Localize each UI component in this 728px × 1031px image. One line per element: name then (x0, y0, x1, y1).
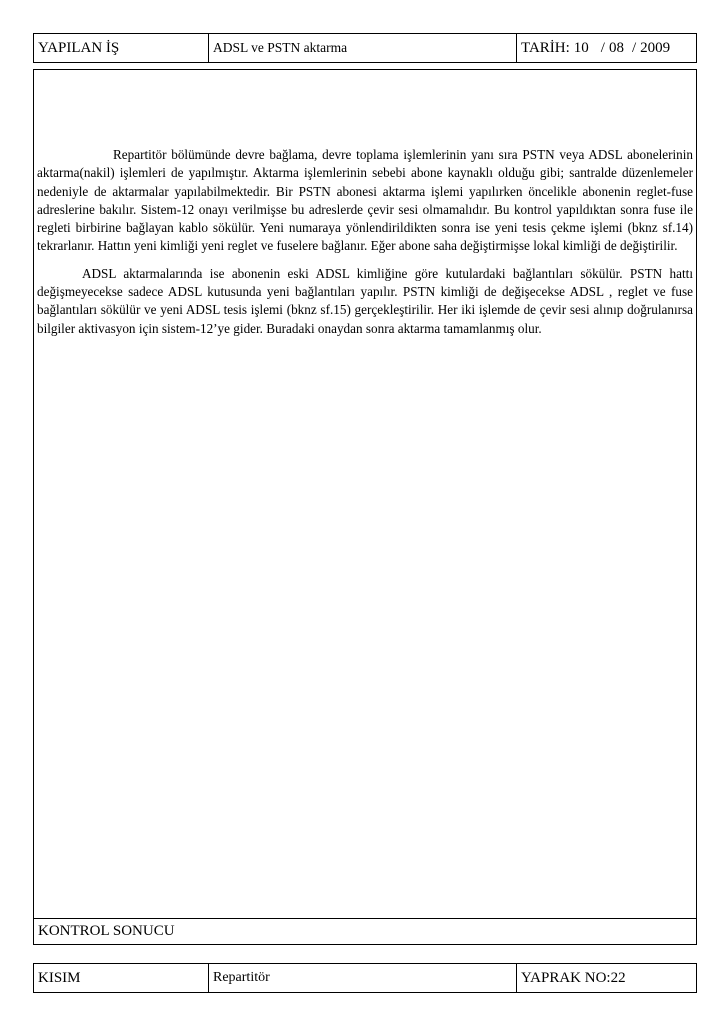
date-label: TARİH: (521, 39, 570, 56)
date-day: 10 (573, 39, 589, 56)
body-paragraph: Repartitör bölümünde devre bağlama, devre toplama işlemlerinin yanı sıra PSTN veya ADSL abonelerinin aktarma(nakil) işlemleri de yapılmıştır. Aktarma işlemlerinin sebebi abone kaynaklı olduğu gibi; santralde düzenlemeler nedeniyle de aktarmalar yapılabilmektedir. Bir PSTN abonesi aktarma işlemi yapılırken öncelikle abonenin reglet-fuse adreslerine bakılır. Sistem-12 onayı verilmişse bu adreslerde çevir sesi olmamalıdır. Bu kontrol yapıldıktan sonra fuse ile regleti birbirine bağlayan kablo sökülür. Yeni numaraya yönlendirildikten sonra ise yeni tesis çekme işlemi (bknz sf.14) tekrarlanır. Hattın yeni kimliği yeni reglet ve fuselere bağlanır. Eğer abone saha değiştirmişse lokal kimliği de değiştirilir. (37, 147, 693, 254)
date-cell (517, 34, 696, 62)
control-result-label: KONTROL SONUCU (33, 919, 697, 945)
header-table (33, 33, 697, 63)
section-label: KISIM (34, 964, 209, 992)
section-value: Repartitör (209, 964, 517, 992)
date-month: 08 (608, 39, 624, 56)
footer-table (33, 963, 697, 993)
date-separator: / (600, 39, 605, 56)
page-number: YAPRAK NO:22 (521, 969, 626, 986)
work-value: ADSL ve PSTN aktarma (209, 34, 517, 62)
date-year: 2009 (640, 39, 671, 56)
document-body (33, 69, 697, 919)
date-separator: / (631, 39, 637, 56)
work-label: YAPILAN İŞ (34, 34, 209, 62)
body-paragraph: ADSL aktarmalarında ise abonenin eski ADSL kimliğine göre kutulardaki bağlantıları sökülür. PSTN hattı değişmeyecekse sadece ADSL kutusunda yeni bağlantıları yapılır. PSTN kimliği de değişecekse ADSL , reglet ve fuse bağlantıları sökülür ve yeni ADSL tesis işlemi (bknz sf.15) gerçekleştirilir. Her iki işlemde de çevir sesi alınıp doğrulanırsa bilgiler aktivasyon için sistem-12’ye gider. Buradaki onaydan sonra aktarma tamamlanmış olur. (37, 265, 693, 336)
